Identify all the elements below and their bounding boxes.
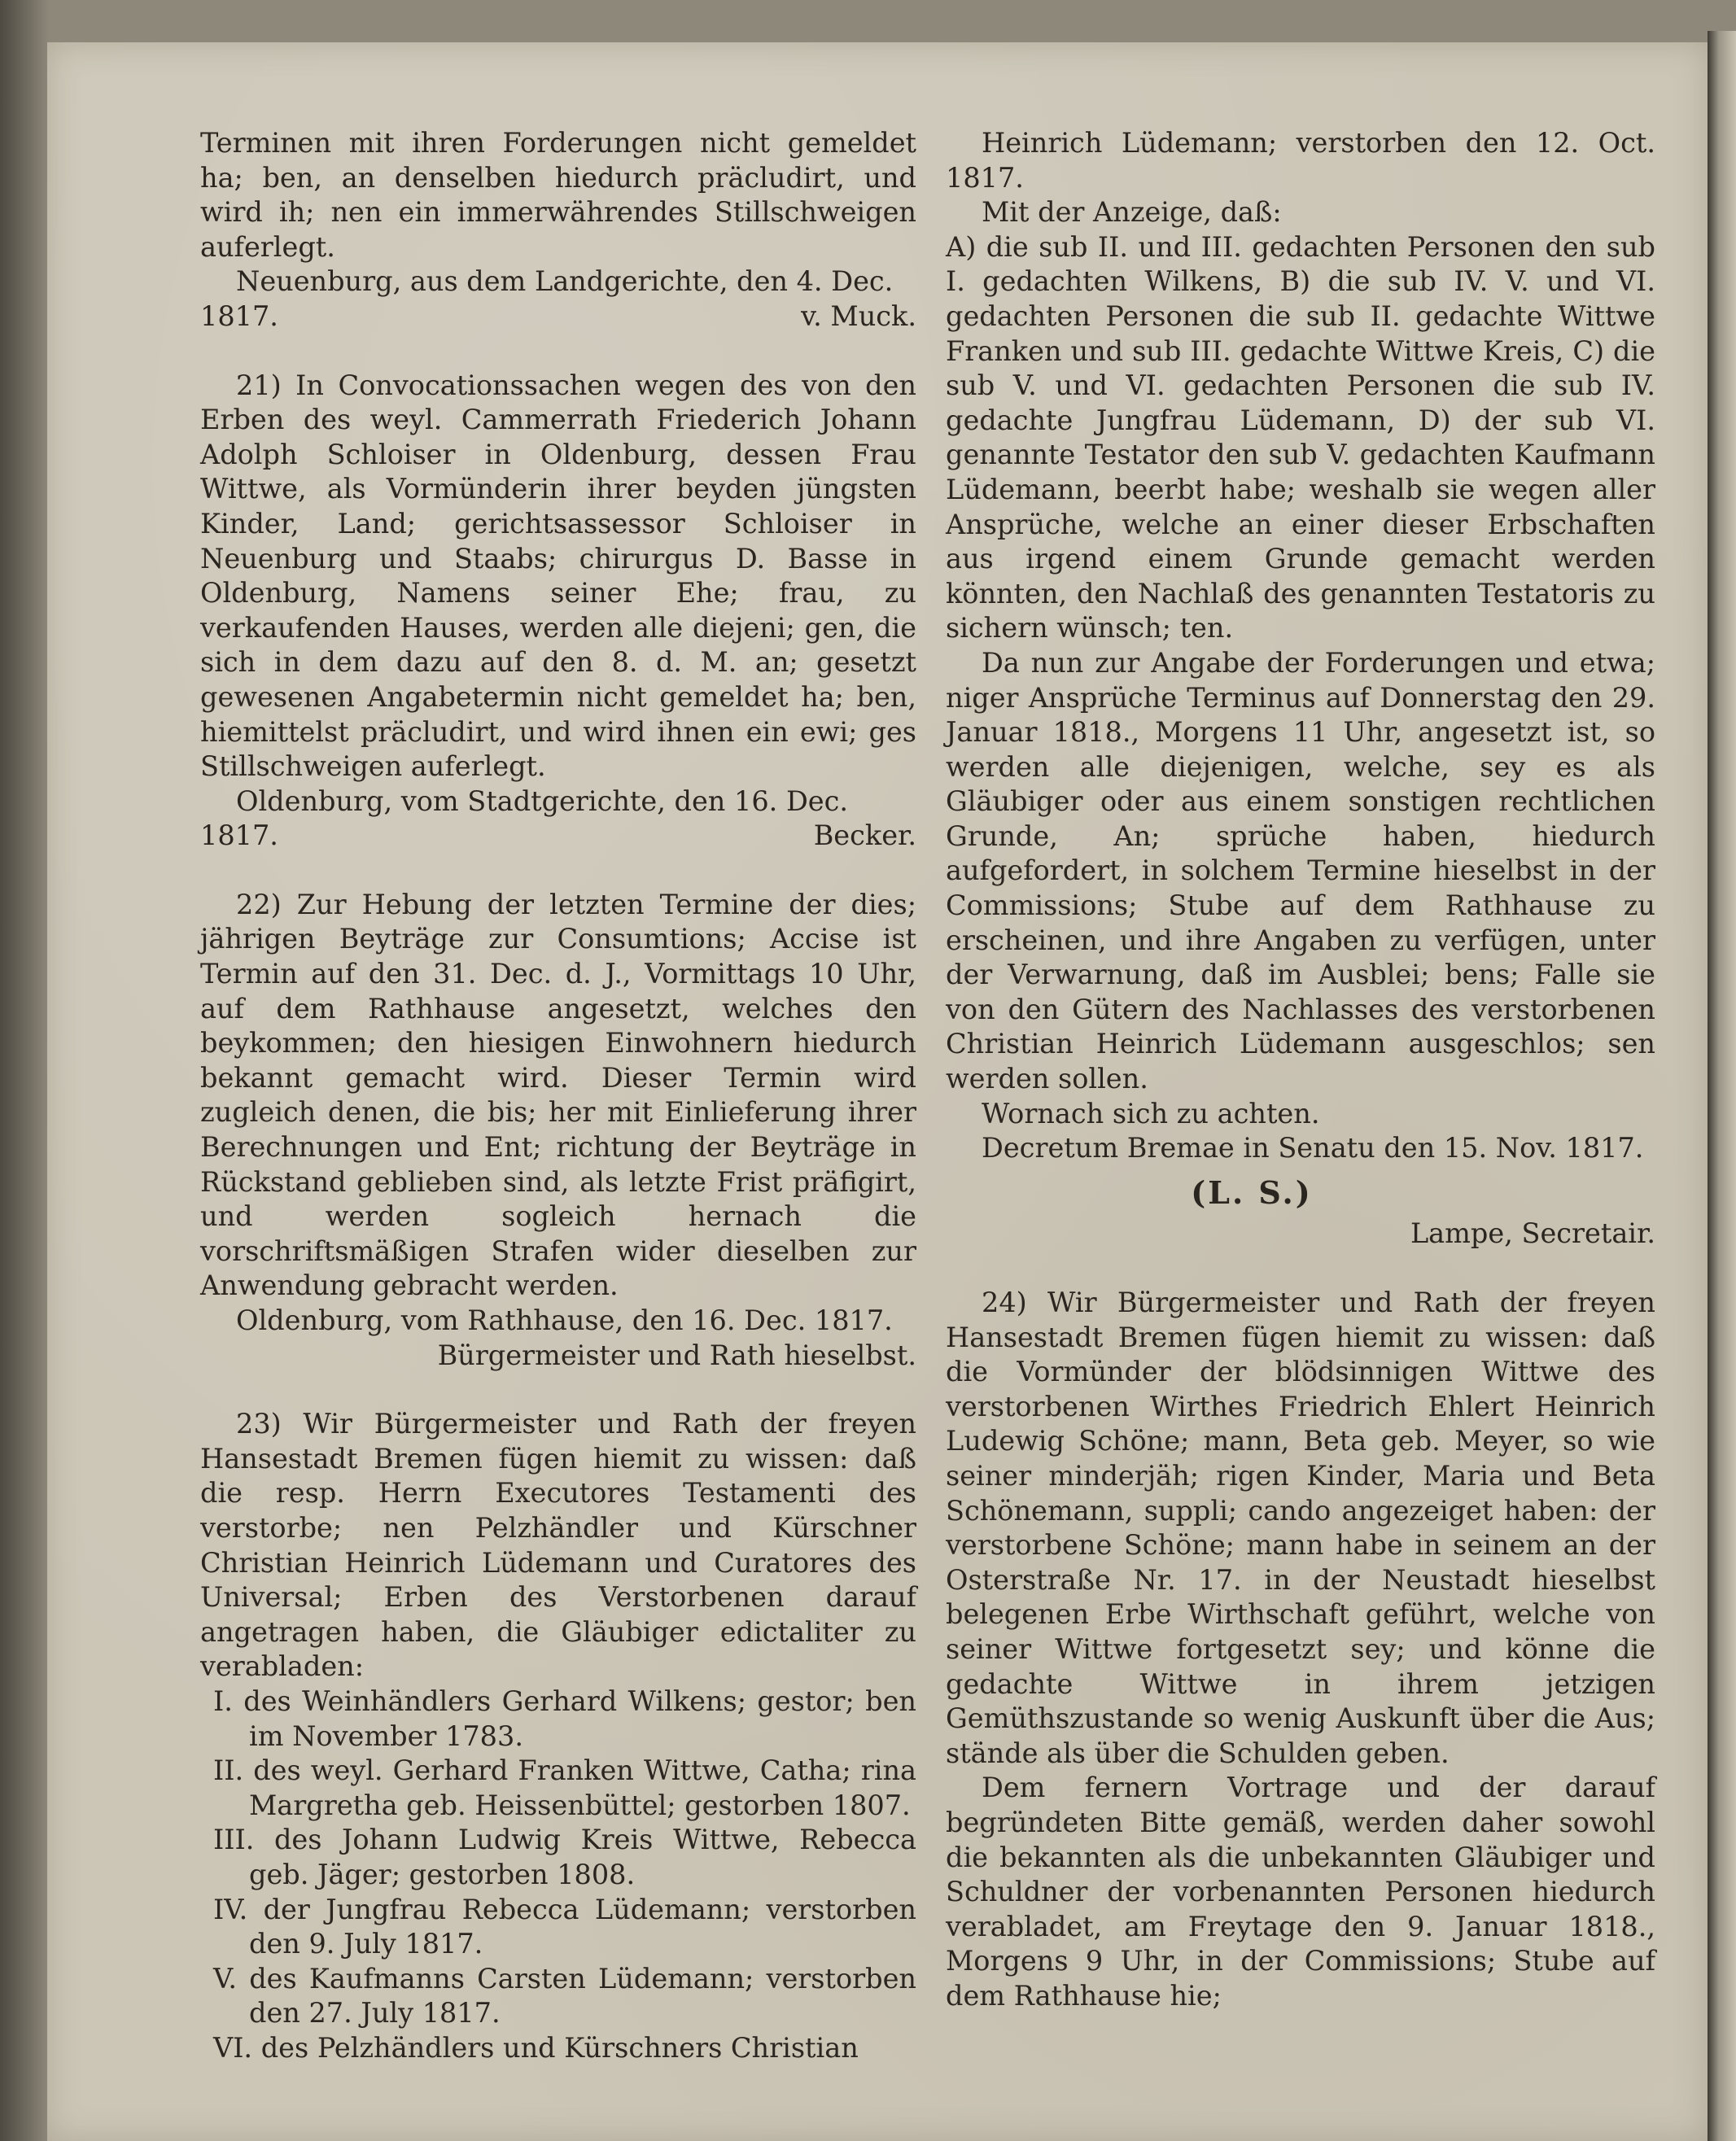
neuenburg-date-row [200,299,916,334]
list-item: V. des Kaufmanns Carsten Lüdemann; verstorben den 27. July 1817. [213,1962,916,2030]
neuenburg-signature: v. Muck. [801,299,916,332]
notice-23: 23) Wir Bürgermeister und Rath der freyen Hansestadt Bremen fügen hiemit zu wissen: daß die resp. Herrn Executores Testamenti des verstorbe; nen Pelzhändler und Kürschner Christian Heinrich Lüdemann und Curatores des Universal; Erben des Verstorbenen darauf angetragen haben, die Gläubiger edictaliter zu verabladen: [200,1408,916,1683]
next-page-edge [1708,31,1736,2141]
right-column [946,126,1655,2013]
notice-22-place: Oldenburg, vom Rathhause, den 16. Dec. 1817. [236,1304,893,1336]
list-item: IV. der Jungfrau Rebecca Lüdemann; verstorben den 9. July 1817. [213,1893,916,1960]
left-column [200,126,916,2065]
notice-21-place: Oldenburg, vom Stadtgerichte, den 16. Dec. [236,784,849,817]
neuenburg-year: 1817. [200,299,278,332]
notice-21: 21) In Convocationssachen wegen des von den Erben des weyl. Cammerrath Friederich Johann Adolph Schloiser in Oldenburg, dessen Frau Wittwe, als Vormünderin ihrer beyden jüngsten Kinder, Land; gerichtsassessor Schloiser in Neuenburg und Staabs; chirurgus D. Basse in Oldenburg, Namens seiner Ehe; frau, zu verkaufenden Hauses, werden alle diejeni; gen, die sich in dem dazu auf den 8. d. M. an; gesetzt gewesenen Angabetermin nicht gemeldet ha; ben, hiemittelst präcludirt, und wird ihnen ein ewi; ges Stillschweigen auferlegt. [200,369,916,783]
notice-21-date-row [200,819,916,854]
decretum-line: Decretum Bremae in Senatu den 15. Nov. 1817. [982,1132,1644,1164]
list-item: I. des Weinhändlers Gerhard Wilkens; gestor; ben im November 1783. [213,1684,916,1752]
notice-24-continuation: Dem fernern Vortrage und der darauf begründeten Bitte gemäß, werden daher sowohl die bekannten als die unbekannten Gläubiger und Schuldner der vorbenannten Personen hiedurch verabladet, am Freytage den 9. Januar 1818., Morgens 9 Uhr, in der Commissions; Stube auf dem Rathhause hie; [946,1772,1655,2012]
announcement-intro: Mit der Anzeige, daß: [982,196,1282,229]
notice-21-signature: Becker. [813,819,916,852]
notice-24: 24) Wir Bürgermeister und Rath der freyen Hansestadt Bremen fügen hiemit zu wissen: daß die Vormünder der blödsinnigen Wittwe des verstorbenen Wirthes Friedrich Ehlert Heinrich Ludewig Schöne; mann, Beta geb. Meyer, so wie seiner minderjäh; rigen Kinder, Maria und Beta Schönemann, suppli; cando angezeiget haben: der verstorbene Schöne; mann habe in seinem an der Osterstraße Nr. 17. in der Neustadt hieselbst belegenen Erbe Wirthschaft geführt, welche von seiner Wittwe fortgesetzt sey; und könne die gedachte Wittwe in ihrem jetzigen Gemüthszustande so wenig Auskunft über die Aus; stände als über die Schulden geben. [946,1287,1655,1769]
notice-21-year: 1817. [200,819,278,852]
neuenburg-place-line: Neuenburg, aus dem Landgerichte, den 4. Dec. [236,265,894,298]
carry-over-paragraph: Terminen mit ihren Forderungen nicht gemeldet ha; ben, an denselben hiedurch präcludirt, und wird ih; nen ein immerwährendes Stillschweigen auferlegt. [200,127,916,263]
notice-22-signature: Bürgermeister und Rath hieselbst. [437,1339,916,1371]
list-item: III. des Johann Ludwig Kreis Wittwe, Rebecca geb. Jäger; gestorben 1808. [213,1824,916,1890]
list-item: VI. des Pelzhändlers und Kürschners Christian [213,2031,859,2064]
summons-paragraph: Da nun zur Angabe der Forderungen und etwa; niger Ansprüche Terminus auf Donnerstag den 29. Januar 1818., Morgens 11 Uhr, angesetzt ist, so werden alle diejenigen, welche, sey es als Gläubiger oder aus einem sonstigen rechtlichen Grunde, An; sprüche haben, hiedurch aufgefordert, in solchem Termine hieselbst in der Commissions; Stube auf dem Rathhause zu erscheinen, und ihre Angaben zu verfügen, unter der Verwarnung, daß im Ausblei; bens; Falle sie von den Gütern des Nachlasses des verstorbenen Christian Heinrich Lüdemann ausgeschlos; sen werden sollen. [946,646,1655,1095]
inheritance-conditions: A) die sub II. und III. gedachten Personen den sub I. gedachten Wilkens, B) die sub IV. V. und VI. gedachten Personen die sub II. gedachte Wittwe Franken und sub III. gedachte Wittwe Kreis, C) die sub V. und VI. gedachten Personen die sub IV. gedachte Jungfrau Lüdemann, D) der sub VI. genannte Testator den sub V. gedachten Kaufmann Lüdemann, beerbt habe; weshalb sie wegen aller Ansprüche, welche an einer dieser Erbschaften aus irgend einem Grunde gemacht werden könnten, den Nachlaß des genannten Testatoris zu sichern wünsch; ten. [946,230,1655,644]
seal-mark: (L. S.) [1191,1173,1313,1211]
closing-line: Wornach sich zu achten. [982,1097,1320,1129]
secretary-signature: Lampe, Secretair. [1410,1217,1655,1250]
continuation-line: Heinrich Lüdemann; verstorben den 12. Oct. 1817. [946,127,1655,194]
list-item: II. des weyl. Gerhard Franken Wittwe, Catha; rina Margretha geb. Heissenbüttel; gestorben 1807. [213,1754,916,1821]
notice-22: 22) Zur Hebung der letzten Termine der dies; jährigen Beyträge zur Consumtions; Accise ist Termin auf den 31. Dec. d. J., Vormittags 10 Uhr, auf dem Rathhause angesetzt, welches den beykommen; den hiesigen Einwohnern hiedurch bekannt gemacht wird. Dieser Termin wird zugleich denen, die bis; her mit Einlieferung ihrer Berechnungen und Ent; richtung der Beyträge in Rückstand geblieben sind, als letzte Frist präfigirt, und werden sogleich hernach die vorschriftsmäßigen Strafen wider dieselben zur Anwendung gebracht werden. [200,888,916,1302]
notice-23-list [200,1684,916,2066]
